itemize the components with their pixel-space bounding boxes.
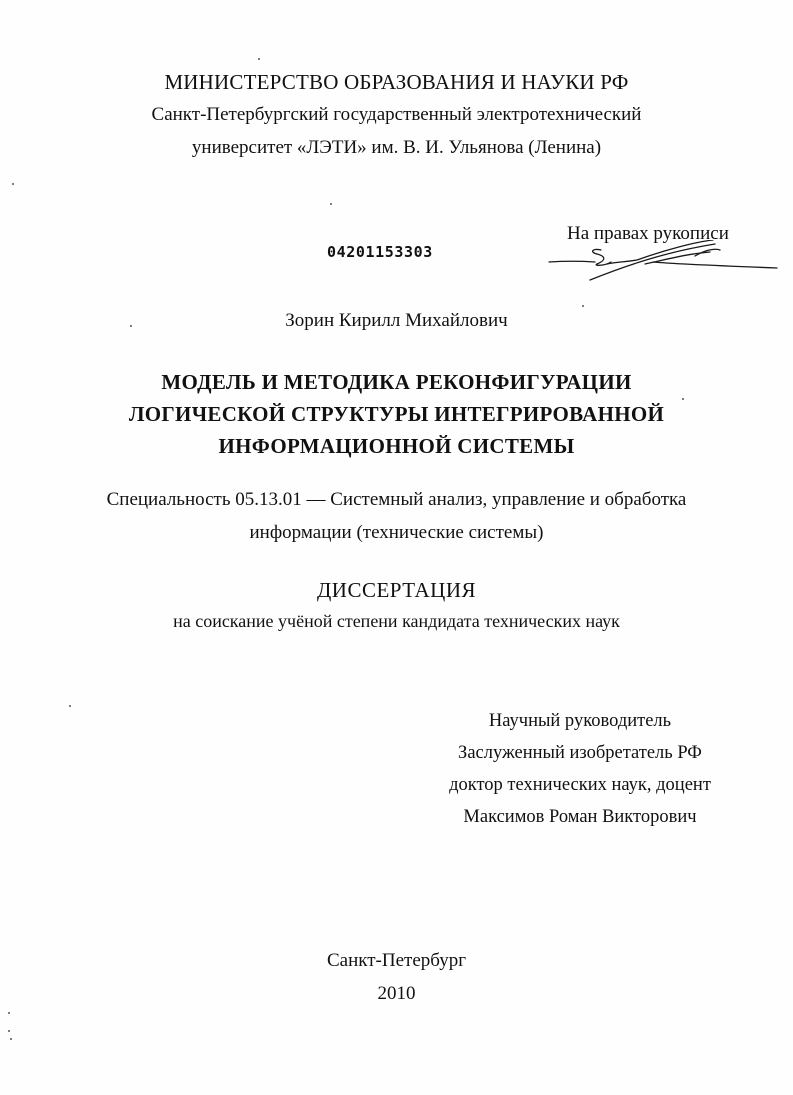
thesis-title [0, 366, 793, 462]
scan-speck [8, 1012, 10, 1014]
thesis-title-line-2: ЛОГИЧЕСКОЙ СТРУКТУРЫ ИНТЕГРИРОВАННОЙ [128, 402, 665, 426]
degree-statement: на соискание учёной степени кандидата технических наук [173, 611, 620, 631]
year: 2010 [377, 983, 416, 1004]
author-name: Зорин Кирилл Михайлович [285, 310, 508, 331]
supervisor-label: Научный руководитель [488, 711, 672, 731]
scan-speck [582, 305, 584, 307]
specialty-line-2: информации (технические системы) [249, 522, 544, 543]
university-name-line-2: университет «ЛЭТИ» им. В. И. Ульянова (Ленина) [191, 137, 602, 158]
scan-speck [69, 705, 71, 707]
city: Санкт-Петербург [326, 950, 466, 971]
thesis-title-line-1: МОДЕЛЬ И МЕТОДИКА РЕКОНФИГУРАЦИИ [161, 370, 632, 394]
specialty-line-1: Специальность 05.13.01 — Системный анализ, управление и обработка [106, 489, 687, 510]
rights-notice: На правах рукописи [567, 223, 729, 244]
registration-number: 04201153303 [327, 243, 433, 261]
thesis-title-line-3: ИНФОРМАЦИОННОЙ СИСТЕМЫ [218, 434, 575, 458]
scan-speck [258, 58, 260, 60]
supervisor-name: Максимов Роман Викторович [463, 807, 697, 827]
university-name-line-1: Санкт-Петербургский государственный электротехнический [151, 104, 642, 125]
document-type: ДИССЕРТАЦИЯ [316, 578, 477, 602]
supervisor-block [425, 705, 735, 833]
scan-speck [330, 203, 332, 205]
supervisor-honor: Заслуженный изобретатель РФ [458, 743, 702, 763]
ministry-heading: МИНИСТЕРСТВО ОБРАЗОВАНИЯ И НАУКИ РФ [164, 70, 629, 94]
scan-speck [130, 325, 132, 327]
supervisor-degree: доктор технических наук, доцент [449, 775, 711, 795]
scan-speck [12, 183, 14, 185]
scan-speck [10, 1038, 12, 1040]
scan-speck [8, 1030, 10, 1032]
scan-speck [682, 398, 684, 400]
signature-icon [545, 240, 785, 284]
